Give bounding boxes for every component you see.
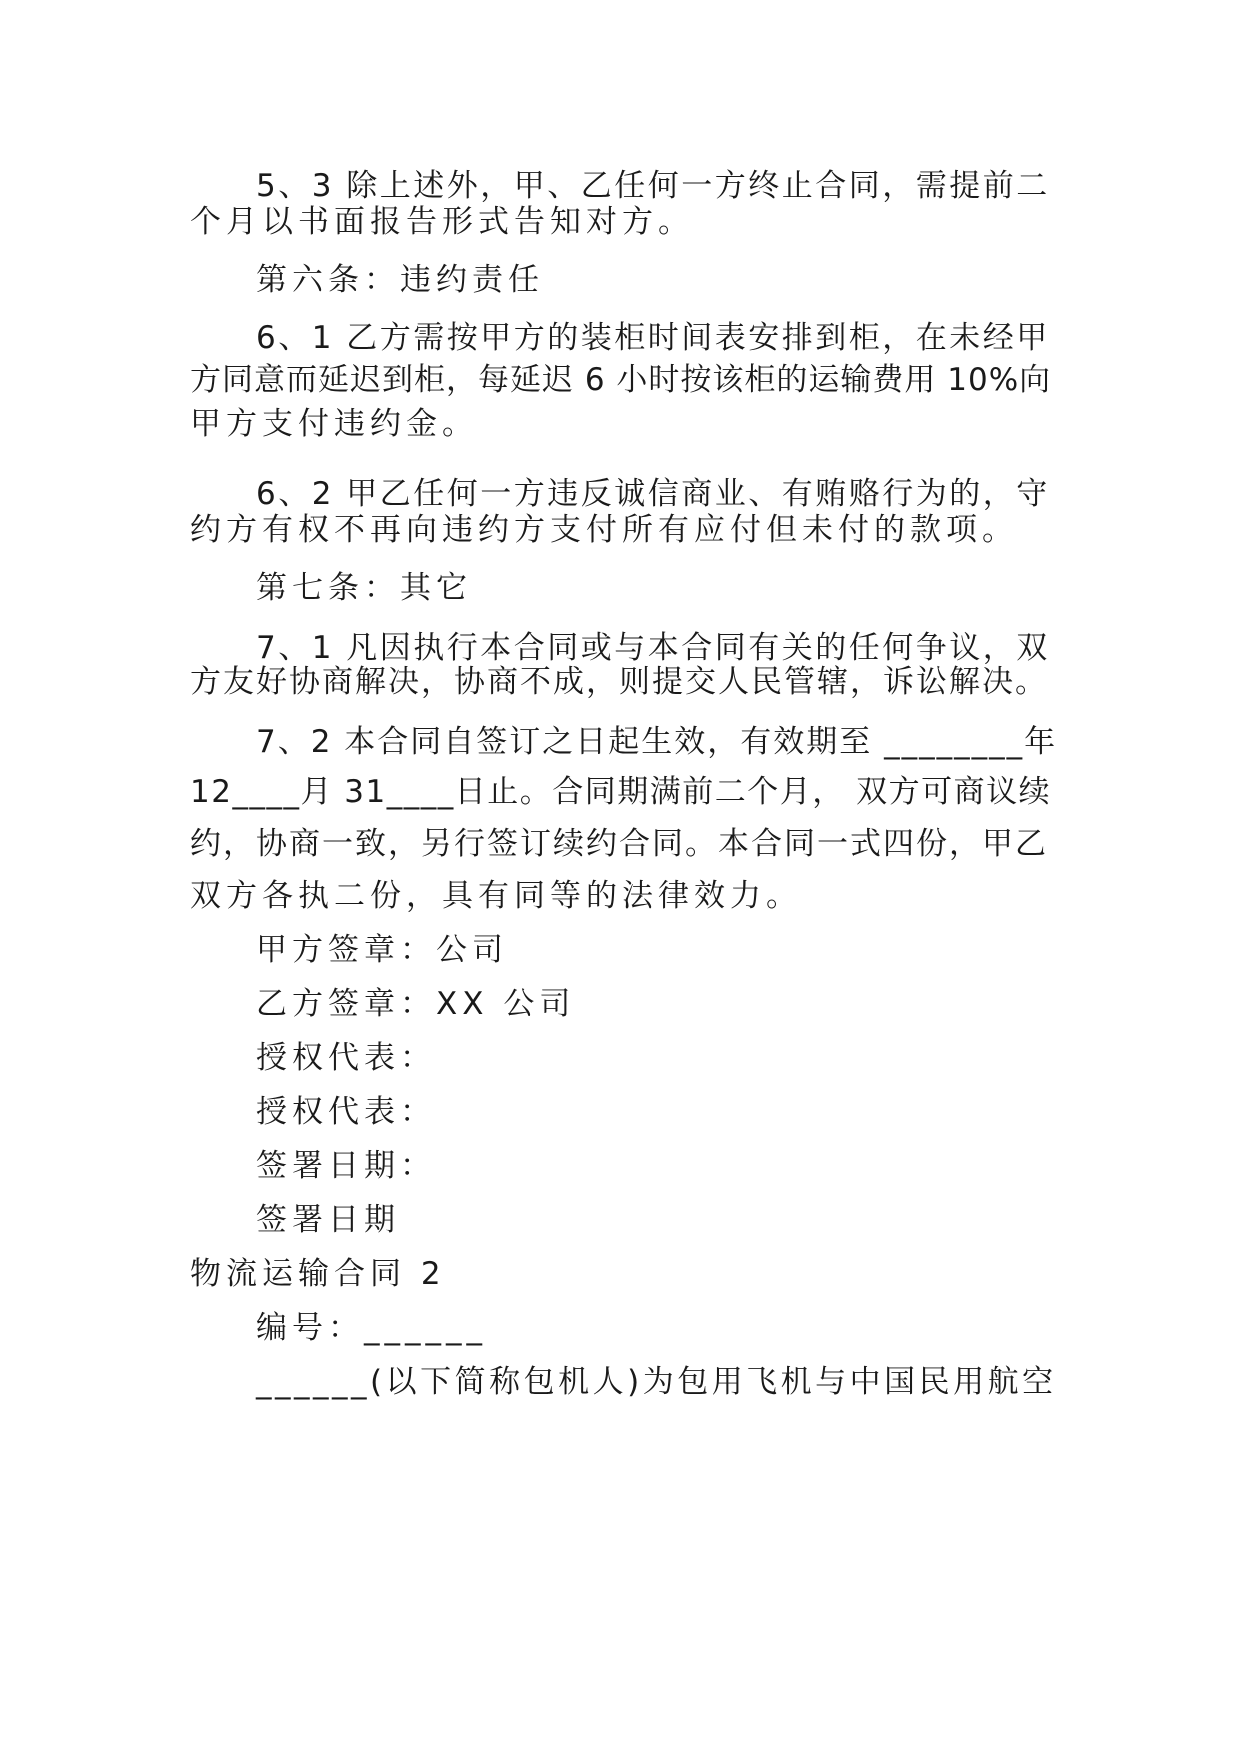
party-b-seal: 乙方签章：XX 公司 bbox=[256, 986, 576, 1022]
clause-5-3-line-1: 5、3 除上述外，甲、乙任何一方终止合同，需提前二 bbox=[256, 168, 1050, 204]
party-a-seal: 甲方签章：公司 bbox=[256, 932, 508, 968]
article-7-heading: 第七条：其它 bbox=[256, 570, 472, 606]
contract-2-intro: ______(以下简称包机人)为包用飞机与中国民用航空 bbox=[256, 1364, 1057, 1400]
clause-7-1-line-2: 方友好协商解决，协商不成，则提交人民管辖，诉讼解决。 bbox=[190, 664, 1048, 700]
article-6-heading: 第六条：违约责任 bbox=[256, 262, 544, 298]
contract-number: 编号：______ bbox=[256, 1310, 487, 1346]
contract-2-title: 物流运输合同 2 bbox=[190, 1256, 446, 1292]
clause-7-1-line-1: 7、1 凡因执行本合同或与本合同有关的任何争议，双 bbox=[256, 630, 1050, 666]
clause-5-3-line-2: 个月以书面报告形式告知对方。 bbox=[190, 204, 694, 240]
clause-6-1-line-2: 方同意而延迟到柜，每延迟 6 小时按该柜的运输费用 10%向 bbox=[190, 362, 1052, 398]
party-a-sign-date: 签署日期： bbox=[256, 1148, 436, 1184]
clause-6-2-line-2: 约方有权不再向违约方支付所有应付但未付的款项。 bbox=[190, 512, 1018, 548]
party-a-representative: 授权代表： bbox=[256, 1040, 436, 1076]
clause-7-2-line-1: 7、2 本合同自签订之日起生效，有效期至 ________年 bbox=[256, 724, 1058, 760]
party-b-sign-date: 签署日期 bbox=[256, 1202, 400, 1238]
clause-7-2-line-2: 12____月 31____日止。合同期满前二个月， 双方可商议续 bbox=[190, 774, 1052, 810]
party-b-representative: 授权代表： bbox=[256, 1094, 436, 1130]
clause-7-2-line-3: 约，协商一致，另行签订续约合同。本合同一式四份，甲乙 bbox=[190, 826, 1048, 862]
clause-7-2-line-4: 双方各执二份，具有同等的法律效力。 bbox=[190, 878, 802, 914]
clause-6-1-line-1: 6、1 乙方需按甲方的装柜时间表安排到柜，在未经甲 bbox=[256, 320, 1050, 356]
clause-6-1-line-3: 甲方支付违约金。 bbox=[190, 406, 478, 442]
clause-6-2-line-1: 6、2 甲乙任何一方违反诚信商业、有贿赂行为的，守 bbox=[256, 476, 1050, 512]
